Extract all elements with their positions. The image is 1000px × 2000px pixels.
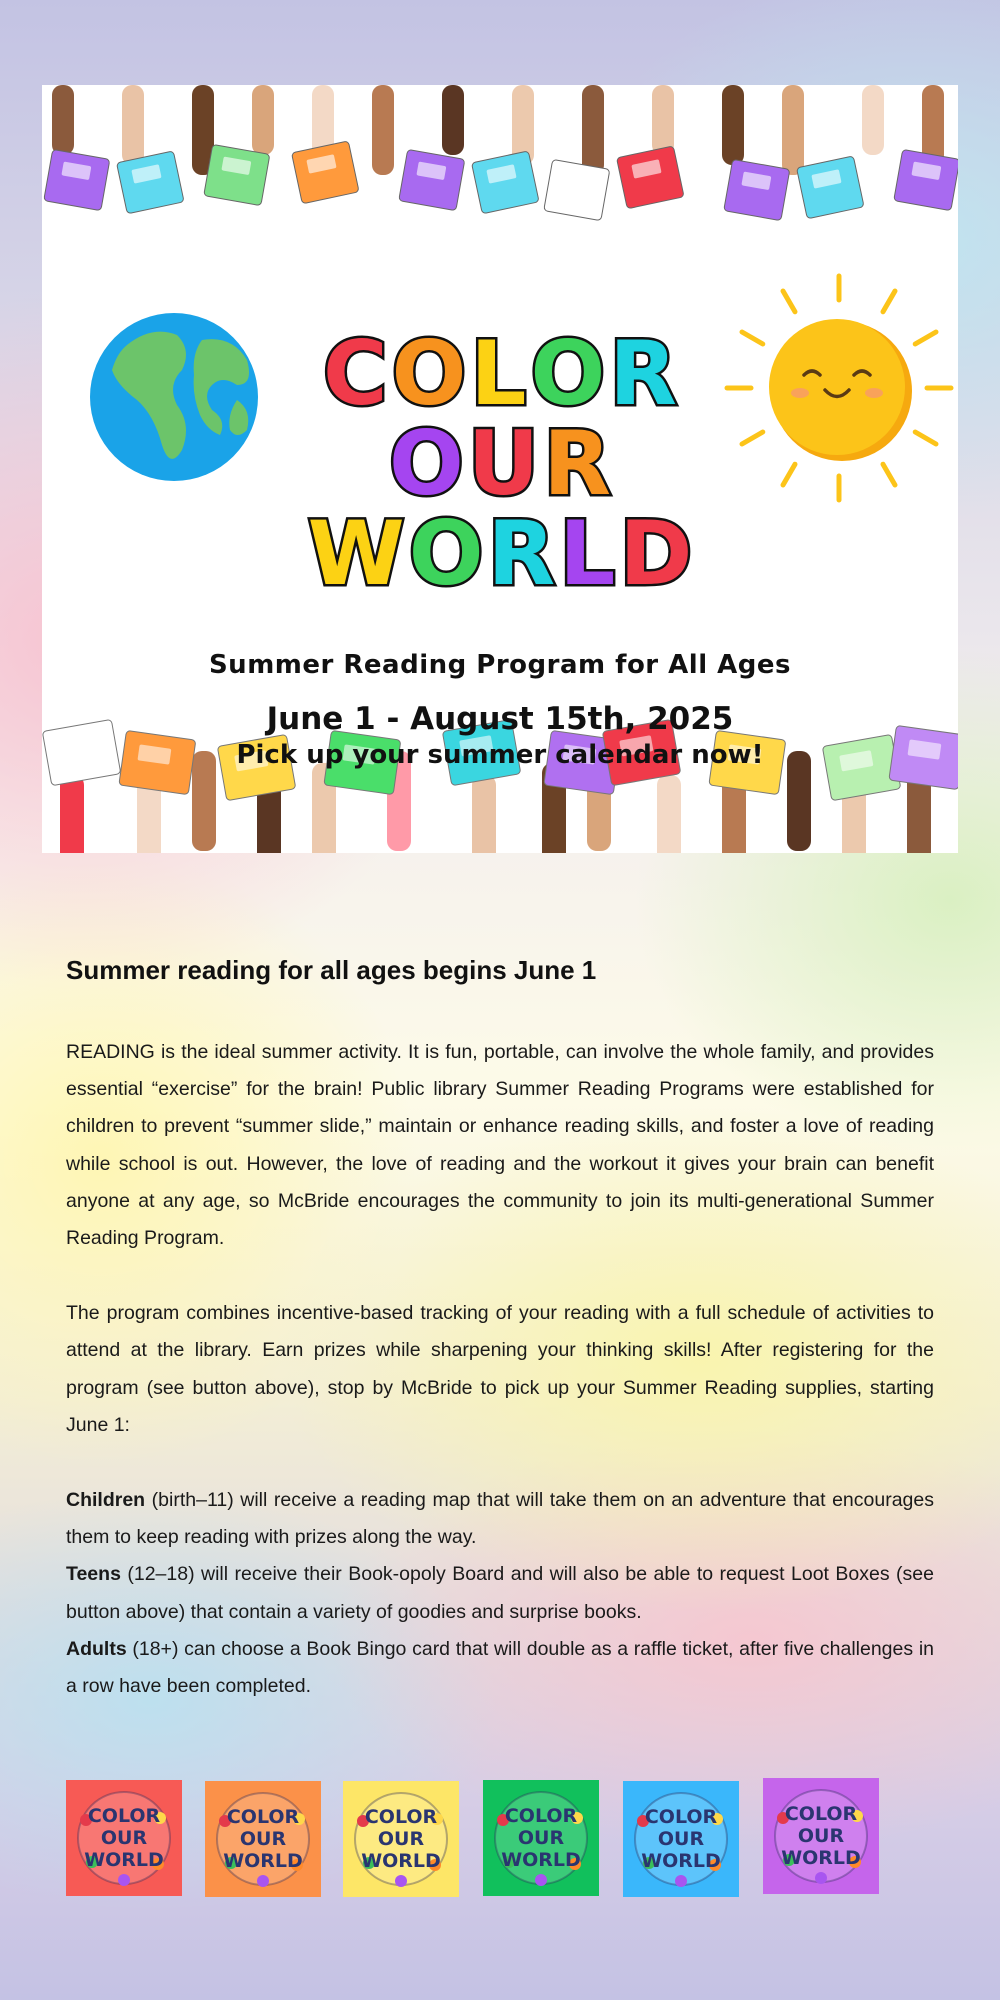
book-icon bbox=[472, 151, 540, 214]
badge-tile bbox=[623, 1781, 739, 1897]
title-letter: L bbox=[470, 322, 527, 425]
badge-logo-text: OUR bbox=[797, 1825, 845, 1847]
article-paragraph-1: READING is the ideal summer activity. It is fun, portable, can involve the whole family, and provides essential “exercise” for the brain! Public library Summer Reading Programs were established for children to prevent “summer slide,” maintain or enhance reading skills, and foster a love of reading while school is out. However, the love of reading and the workout it gives your brain can benefit anyone at any age, so McBride encourages the community to join its multi-generational Summer Reading Program. bbox=[66, 1041, 934, 1250]
title-letter: D bbox=[619, 502, 693, 605]
arm-with-book bbox=[722, 85, 744, 165]
book-icon bbox=[894, 149, 958, 210]
age-group-label: Adults bbox=[66, 1637, 127, 1660]
book-icon bbox=[292, 141, 360, 204]
badge-logo bbox=[66, 1780, 182, 1896]
hand-icon bbox=[657, 775, 681, 853]
badge-logo-text: OUR bbox=[239, 1828, 287, 1850]
badge-tile bbox=[343, 1781, 459, 1897]
poster-banner bbox=[42, 85, 958, 853]
badge-tile bbox=[205, 1781, 321, 1897]
book-icon bbox=[44, 149, 110, 210]
badge-tile bbox=[483, 1780, 599, 1896]
article-paragraph-2: The program combines incentive-based tracking of your reading with a full schedule of activities to attend at the library. Earn prizes while sharpening your thinking skills! After registering for the program (see button above), stop by McBride to pick up your Summer Reading supplies, starting June 1: bbox=[66, 1302, 934, 1436]
arm-with-book bbox=[122, 85, 144, 165]
badge-gallery bbox=[66, 1780, 934, 1900]
book-icon bbox=[797, 156, 865, 219]
age-group-label: Teens bbox=[66, 1563, 121, 1586]
badge-tile bbox=[66, 1780, 182, 1896]
badge-logo bbox=[205, 1781, 321, 1897]
title-line-our bbox=[42, 412, 958, 515]
badge-logo-text: OUR bbox=[657, 1828, 705, 1850]
title-letter: C bbox=[322, 322, 388, 425]
badge-logo-text: WORLD bbox=[501, 1849, 581, 1871]
badge-logo-text: WORLD bbox=[223, 1850, 303, 1872]
article bbox=[66, 955, 934, 1705]
book-icon bbox=[544, 159, 610, 220]
hand-icon bbox=[472, 775, 496, 853]
badge-logo bbox=[623, 1781, 739, 1897]
hand-icon bbox=[60, 775, 84, 853]
age-group-text: (18+) can choose a Book Bingo card that will double as a raffle ticket, after five challenges in a row have been completed. bbox=[66, 1637, 934, 1698]
badge-logo-text: OUR bbox=[517, 1827, 565, 1849]
age-group-teens bbox=[66, 1556, 934, 1630]
age-group-label: Children bbox=[66, 1489, 146, 1512]
title-letter: R bbox=[487, 502, 556, 605]
badge-logo-text: COLOR bbox=[226, 1806, 300, 1828]
title-letter: L bbox=[559, 502, 616, 605]
badge-logo-text: WORLD bbox=[361, 1850, 441, 1872]
arm-with-book bbox=[862, 85, 884, 155]
title-line-world bbox=[42, 502, 958, 605]
badge-logo-text: COLOR bbox=[364, 1806, 438, 1828]
arm-with-book bbox=[442, 85, 464, 155]
badge-logo bbox=[343, 1781, 459, 1897]
arm-with-book bbox=[652, 85, 674, 155]
book-icon bbox=[617, 146, 685, 209]
book-icon bbox=[399, 149, 465, 210]
poster-title bbox=[42, 322, 958, 605]
book-icon bbox=[117, 151, 185, 214]
age-group-text: (birth–11) will receive a reading map that will take them on an adventure that encourages them to keep reading with prizes along the way. bbox=[66, 1489, 934, 1549]
arm-with-book bbox=[582, 85, 604, 175]
title-letter: O bbox=[530, 322, 606, 425]
pickup-note: Pick up your summer calendar now! bbox=[236, 740, 764, 770]
title-letter: O bbox=[388, 412, 464, 515]
program-subtitle: Summer Reading Program for All Ages bbox=[208, 650, 792, 680]
title-letter: O bbox=[391, 322, 467, 425]
title-line-color bbox=[42, 322, 958, 425]
badge-logo bbox=[483, 1780, 599, 1896]
title-letter: O bbox=[408, 502, 484, 605]
badge-logo-text: COLOR bbox=[504, 1805, 578, 1827]
arm-with-book bbox=[372, 85, 394, 175]
title-letter: R bbox=[543, 412, 612, 515]
title-letter: U bbox=[467, 412, 540, 515]
badge-logo-text: WORLD bbox=[781, 1847, 861, 1869]
book-icon bbox=[724, 159, 790, 220]
badge-logo-text: COLOR bbox=[87, 1805, 161, 1827]
title-letter: R bbox=[609, 322, 678, 425]
badge-logo-text: COLOR bbox=[784, 1803, 858, 1825]
age-groups bbox=[66, 1482, 934, 1705]
program-dates: June 1 - August 15th, 2025 bbox=[266, 701, 734, 737]
badge-logo-text: OUR bbox=[100, 1827, 148, 1849]
age-group-text: (12–18) will receive their Book-opoly Board and will also be able to request Loot Boxes (see button above) that contain a variety of goodies and surprise books. bbox=[66, 1563, 934, 1623]
arm-with-book bbox=[782, 85, 804, 175]
age-group-children bbox=[66, 1482, 934, 1556]
article-heading: Summer reading for all ages begins June 1 bbox=[66, 955, 597, 985]
badge-logo bbox=[763, 1778, 879, 1894]
badge-logo-text: WORLD bbox=[84, 1849, 164, 1871]
book-icon bbox=[204, 144, 270, 205]
badge-logo-text: OUR bbox=[377, 1828, 425, 1850]
badge-logo-text: WORLD bbox=[641, 1850, 721, 1872]
badge-logo-text: COLOR bbox=[644, 1806, 718, 1828]
title-letter: W bbox=[307, 502, 405, 605]
age-group-adults bbox=[66, 1631, 934, 1705]
arm-with-book bbox=[52, 85, 74, 155]
badge-tile bbox=[763, 1778, 879, 1894]
arm-with-book bbox=[252, 85, 274, 155]
